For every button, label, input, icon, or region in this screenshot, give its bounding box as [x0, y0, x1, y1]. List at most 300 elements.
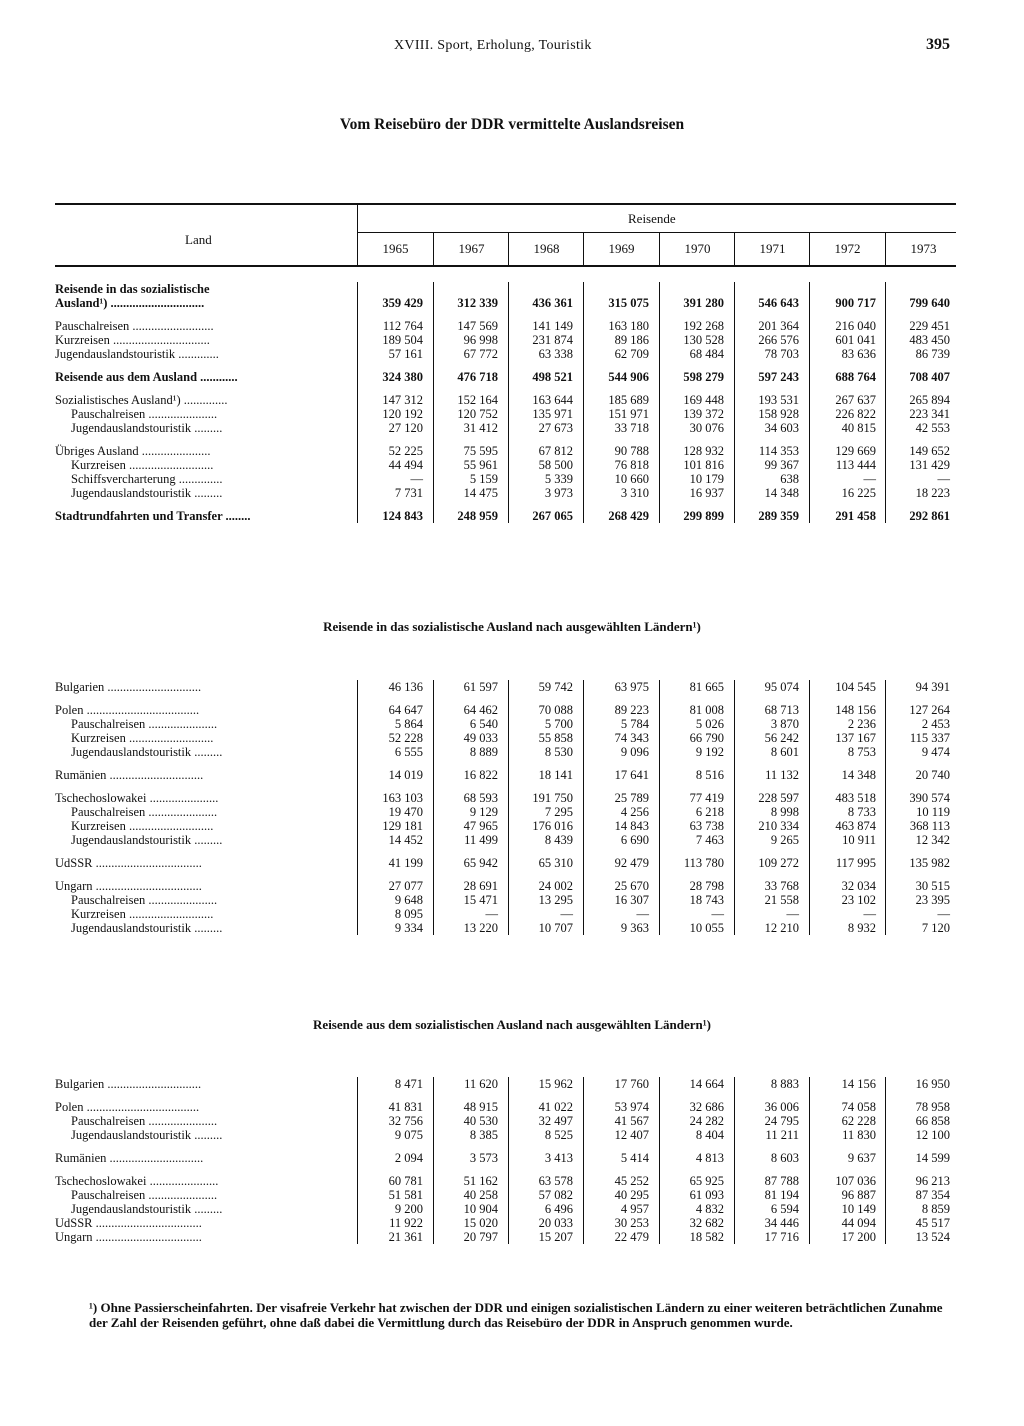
table-row: [55, 921, 956, 935]
table-cell: 32 497: [538, 1114, 573, 1128]
table-cell: 13 220: [463, 921, 498, 935]
column-rule: [357, 282, 358, 523]
table-cell: 96 213: [915, 1174, 950, 1188]
table-cell: 147 569: [457, 319, 498, 333]
row-label: Pauschalreisen ......................: [71, 1188, 218, 1202]
table-cell: 89 186: [614, 333, 649, 347]
table-cell: 3 573: [469, 1151, 498, 1165]
table-cell: 44 094: [841, 1216, 876, 1230]
row-label: Pauschalreisen ......................: [71, 717, 218, 731]
table-cell: 131 429: [909, 458, 950, 472]
table-cell: 44 494: [388, 458, 423, 472]
table-row: [55, 745, 956, 759]
table-cell: 68 713: [764, 703, 799, 717]
table-cell: 8 471: [394, 1077, 423, 1091]
table-cell: —: [863, 472, 876, 486]
row-label: Kurzreisen ...........................: [71, 819, 214, 833]
table-cell: 52 225: [388, 444, 423, 458]
table-cell: 193 531: [758, 393, 799, 407]
row-label: Kurzreisen ...........................: [71, 907, 214, 921]
table-cell: 163 644: [532, 393, 573, 407]
table-cell: 17 641: [614, 768, 649, 782]
table-cell: 9 637: [847, 1151, 876, 1165]
table-cell: 7 120: [921, 921, 950, 935]
row-gap: [55, 782, 956, 791]
table-cell: 8 530: [544, 745, 573, 759]
row-label: Jugendauslandstouristik .........: [71, 921, 223, 935]
row-label: Pauschalreisen ..........................: [55, 319, 214, 333]
table-cell: 169 448: [683, 393, 724, 407]
table-cell: 20 797: [463, 1230, 498, 1244]
table-cell: 291 458: [835, 509, 876, 523]
table-cell: 115 337: [909, 731, 950, 745]
table-cell: 101 816: [683, 458, 724, 472]
header-reisende: Reisende: [628, 211, 676, 226]
table-cell: 36 006: [764, 1100, 799, 1114]
table-cell: 226 822: [835, 407, 876, 421]
table-cell: 7 731: [394, 486, 423, 500]
table-cell: 546 643: [758, 296, 799, 310]
table-cell: 151 971: [608, 407, 649, 421]
row-label: Tschechoslowakei ......................: [55, 791, 219, 805]
table-row: [55, 509, 956, 523]
table-cell: 87 788: [764, 1174, 799, 1188]
table-cell: 11 211: [765, 1128, 799, 1142]
table-cell: 30 253: [614, 1216, 649, 1230]
table-cell: 11 132: [765, 768, 799, 782]
table-cell: 315 075: [608, 296, 649, 310]
table-cell: 17 200: [841, 1230, 876, 1244]
table-cell: 147 312: [382, 393, 423, 407]
row-label: Ungarn ..................................: [55, 1230, 202, 1244]
table-cell: 3 973: [544, 486, 573, 500]
table-cell: —: [863, 907, 876, 921]
row-gap: [55, 870, 956, 879]
table-cell: 8 601: [770, 745, 799, 759]
row-label: Pauschalreisen ......................: [71, 1114, 218, 1128]
table-cell: 41 567: [614, 1114, 649, 1128]
table-cell: 390 574: [909, 791, 950, 805]
table-cell: 41 831: [388, 1100, 423, 1114]
table-cell: 248 959: [457, 509, 498, 523]
table-cell: 10 149: [841, 1202, 876, 1216]
table-cell: 8 439: [544, 833, 573, 847]
table-cell: 9 334: [394, 921, 423, 935]
table-row: [55, 717, 956, 731]
table-cell: 10 707: [538, 921, 573, 935]
table-cell: 20 740: [915, 768, 950, 782]
page-number: 395: [926, 36, 950, 53]
footnote: [55, 1300, 955, 1330]
table-row: [55, 472, 956, 486]
table-cell: 95 074: [764, 680, 799, 694]
table-row: [55, 1151, 956, 1165]
row-gap: [55, 847, 956, 856]
column-rule: [433, 680, 434, 935]
table-row: [55, 893, 956, 907]
table-cell: 60 781: [388, 1174, 423, 1188]
table-cell: 483 450: [909, 333, 950, 347]
year-header: 1972: [834, 241, 861, 256]
table-cell: 40 295: [614, 1188, 649, 1202]
table-cell: 5 864: [394, 717, 423, 731]
table-cell: 13 295: [538, 893, 573, 907]
table-cell: 148 156: [835, 703, 876, 717]
table-cell: 391 280: [683, 296, 724, 310]
table-cell: 14 664: [689, 1077, 724, 1091]
row-gap: [55, 1165, 956, 1174]
table-cell: 8 998: [770, 805, 799, 819]
row-label: UdSSR ..................................: [55, 1216, 202, 1230]
table-cell: 32 756: [388, 1114, 423, 1128]
table-cell: 74 058: [841, 1100, 876, 1114]
table-cell: 135 982: [909, 856, 950, 870]
table-cell: 14 348: [841, 768, 876, 782]
table-cell: 63 738: [689, 819, 724, 833]
table-cell: 78 703: [764, 347, 799, 361]
table-cell: 8 603: [770, 1151, 799, 1165]
table-cell: 23 395: [915, 893, 950, 907]
table-cell: 191 750: [532, 791, 573, 805]
table-cell: 65 925: [689, 1174, 724, 1188]
table-cell: 81 665: [689, 680, 724, 694]
row-label: Pauschalreisen ......................: [71, 893, 218, 907]
row-label: Rumänien ..............................: [55, 768, 204, 782]
year-header: 1965: [382, 241, 409, 256]
table-cell: 498 521: [532, 370, 573, 384]
column-rule: [734, 282, 735, 523]
table-cell: 5 159: [469, 472, 498, 486]
table-cell: —: [786, 907, 799, 921]
row-gap: [55, 384, 956, 393]
table-cell: 10 911: [842, 833, 876, 847]
table-cell: 24 002: [538, 879, 573, 893]
column-rule: [433, 282, 434, 523]
row-gap: [55, 361, 956, 370]
table-cell: 9 192: [695, 745, 724, 759]
table-cell: 59 742: [538, 680, 573, 694]
table-cell: 96 887: [841, 1188, 876, 1202]
table-cell: 11 830: [842, 1128, 876, 1142]
table-cell: 2 094: [394, 1151, 423, 1165]
table-cell: 63 578: [538, 1174, 573, 1188]
table-cell: 45 252: [614, 1174, 649, 1188]
table-cell: 70 088: [538, 703, 573, 717]
table-row: [55, 768, 956, 782]
table-cell: 66 790: [689, 731, 724, 745]
table-cell: 61 597: [463, 680, 498, 694]
table-cell: 15 962: [538, 1077, 573, 1091]
table-cell: 14 019: [388, 768, 423, 782]
table-cell: 135 971: [532, 407, 573, 421]
table-cell: 597 243: [758, 370, 799, 384]
row-label: Pauschalreisen ......................: [71, 805, 218, 819]
table-cell: 64 647: [388, 703, 423, 717]
table-cell: 16 307: [614, 893, 649, 907]
table-cell: 8 883: [770, 1077, 799, 1091]
row-label: Rumänien ..............................: [55, 1151, 204, 1165]
header-bottom-rule: [55, 265, 956, 267]
row-gap: [55, 694, 956, 703]
table-cell: 96 998: [463, 333, 498, 347]
table-cell: 3 310: [620, 486, 649, 500]
table-cell: 9 096: [620, 745, 649, 759]
year-divider: [508, 233, 509, 266]
column-rule: [809, 282, 810, 523]
table-cell: 14 348: [764, 486, 799, 500]
year-divider: [809, 233, 810, 266]
table3-title: Reisende aus dem sozialistischen Ausland nach ausgewählten Ländern¹): [313, 1017, 711, 1032]
table-cell: 9 648: [394, 893, 423, 907]
table-cell: 2 453: [921, 717, 950, 731]
table-cell: 62 228: [841, 1114, 876, 1128]
table-row: [55, 347, 956, 361]
table-cell: 55 961: [463, 458, 498, 472]
table-cell: 129 669: [835, 444, 876, 458]
table-cell: 231 874: [532, 333, 573, 347]
year-divider: [734, 233, 735, 266]
table-cell: 139 372: [683, 407, 724, 421]
table1-title: Vom Reisebüro der DDR vermittelte Auslandsreisen: [339, 116, 685, 133]
year-divider: [659, 233, 660, 266]
table-cell: 7 463: [695, 833, 724, 847]
table-cell: 62 709: [614, 347, 649, 361]
table-cell: 61 093: [689, 1188, 724, 1202]
row-label: Polen ....................................: [55, 1100, 200, 1114]
row-label: Jugendauslandstouristik .........: [71, 1202, 223, 1216]
table-row: [55, 421, 956, 435]
table-cell: 12 210: [764, 921, 799, 935]
table-cell: 90 788: [614, 444, 649, 458]
table-cell: 16 950: [915, 1077, 950, 1091]
table-cell: 5 339: [544, 472, 573, 486]
table-cell: 3 413: [544, 1151, 573, 1165]
table-row: [55, 879, 956, 893]
table-cell: 12 407: [614, 1128, 649, 1142]
table-cell: 463 874: [835, 819, 876, 833]
row-label: Jugendauslandstouristik .........: [71, 421, 223, 435]
table-cell: 6 594: [770, 1202, 799, 1216]
row-label: Tschechoslowakei ......................: [55, 1174, 219, 1188]
table-cell: 49 033: [463, 731, 498, 745]
table-cell: 14 452: [388, 833, 423, 847]
row-label: Kurzreisen ...............................: [55, 333, 210, 347]
table-cell: 31 412: [463, 421, 498, 435]
table-cell: 76 818: [614, 458, 649, 472]
table-row: [55, 1114, 956, 1128]
table-cell: 58 500: [538, 458, 573, 472]
table-row: [55, 319, 956, 333]
table-cell: 15 020: [463, 1216, 498, 1230]
table-row: [55, 486, 956, 500]
table-cell: 8 733: [847, 805, 876, 819]
footnote-text: ¹) Ohne Passierscheinfahrten. Der visafreie Verkehr hat zwischen der DDR und einigen sozialistischen Ländern zu einer weiteren beträchtlichen Zunahme der Zahl der Reisenden geführt, ohne daß dabei die Vermittlung durch das Reisebüro der DDR in Anspruch genommen wurde.: [89, 1300, 943, 1330]
table-cell: —: [937, 907, 950, 921]
table-cell: 210 334: [758, 819, 799, 833]
table-cell: 163 103: [382, 791, 423, 805]
table-cell: 57 161: [388, 347, 423, 361]
table-cell: 18 141: [538, 768, 573, 782]
year-header: 1973: [910, 241, 937, 256]
table-cell: 41 022: [538, 1100, 573, 1114]
table-cell: 9 075: [394, 1128, 423, 1142]
row-label: Bulgarien ..............................: [55, 680, 202, 694]
table-row: [55, 703, 956, 717]
table-cell: 189 504: [382, 333, 423, 347]
row-label: Kurzreisen ...........................: [71, 731, 214, 745]
table-cell: 109 272: [758, 856, 799, 870]
table-cell: 65 310: [538, 856, 573, 870]
year-header: 1970: [684, 241, 711, 256]
table-cell: 266 576: [758, 333, 799, 347]
table-cell: 83 636: [841, 347, 876, 361]
table-cell: 65 942: [463, 856, 498, 870]
table-cell: 192 268: [683, 319, 724, 333]
table-row: [55, 407, 956, 421]
table-cell: 45 517: [915, 1216, 950, 1230]
table-cell: 4 813: [695, 1151, 724, 1165]
column-rule: [734, 1077, 735, 1244]
table-cell: 11 499: [464, 833, 498, 847]
table-cell: 299 899: [683, 509, 724, 523]
table-cell: 114 353: [758, 444, 799, 458]
table-row: [55, 819, 956, 833]
table-cell: 324 380: [382, 370, 423, 384]
table-row: [55, 731, 956, 745]
table-cell: 9 129: [469, 805, 498, 819]
table-cell: 4 832: [695, 1202, 724, 1216]
table-cell: 130 528: [683, 333, 724, 347]
table-cell: 6 555: [394, 745, 423, 759]
table-row: [55, 805, 956, 819]
table-cell: 57 082: [538, 1188, 573, 1202]
table-row: [55, 856, 956, 870]
table-cell: 9 363: [620, 921, 649, 935]
table-cell: 15 471: [463, 893, 498, 907]
table-cell: 163 180: [608, 319, 649, 333]
row-gap: [55, 759, 956, 768]
table1-body: [55, 282, 956, 523]
column-rule: [734, 680, 735, 935]
table-cell: 33 768: [764, 879, 799, 893]
table2-body: [55, 680, 956, 935]
table-cell: 52 228: [388, 731, 423, 745]
table-cell: 201 364: [758, 319, 799, 333]
row-label: Jugendauslandstouristik .............: [55, 347, 219, 361]
row-label: UdSSR ..................................: [55, 856, 202, 870]
table-cell: 8 525: [544, 1128, 573, 1142]
table-cell: 78 958: [915, 1100, 950, 1114]
table-cell: 268 429: [608, 509, 649, 523]
table-cell: 56 242: [764, 731, 799, 745]
table-row: [55, 370, 956, 384]
table-cell: 32 682: [689, 1216, 724, 1230]
table-cell: 25 670: [614, 879, 649, 893]
table-cell: 7 295: [544, 805, 573, 819]
table-cell: 11 620: [464, 1077, 498, 1091]
table-cell: 120 192: [382, 407, 423, 421]
table-cell: 5 414: [620, 1151, 649, 1165]
table-cell: 9 474: [921, 745, 950, 759]
table-cell: 5 784: [620, 717, 649, 731]
table-cell: 92 479: [614, 856, 649, 870]
table-cell: 601 041: [835, 333, 876, 347]
table-cell: 68 484: [689, 347, 724, 361]
column-rule: [659, 1077, 660, 1244]
table-cell: 10 660: [614, 472, 649, 486]
row-label: Jugendauslandstouristik .........: [71, 1128, 223, 1142]
table-cell: 17 716: [764, 1230, 799, 1244]
row-label: Bulgarien ..............................: [55, 1077, 202, 1091]
header-subrule: [358, 232, 956, 233]
table-cell: 28 691: [463, 879, 498, 893]
table-cell: 46 136: [388, 680, 423, 694]
table-cell: 12 100: [915, 1128, 950, 1142]
table-cell: 158 928: [758, 407, 799, 421]
column-rule: [885, 1077, 886, 1244]
table-cell: 63 975: [614, 680, 649, 694]
table-row: [55, 444, 956, 458]
table-cell: 6 690: [620, 833, 649, 847]
year-divider: [885, 233, 886, 266]
table-cell: 14 475: [463, 486, 498, 500]
table-cell: 292 861: [909, 509, 950, 523]
table-cell: 544 906: [608, 370, 649, 384]
column-rule: [659, 282, 660, 523]
table-cell: 8 889: [469, 745, 498, 759]
table3-body: [55, 1077, 956, 1244]
row-label: Übriges Ausland ......................: [55, 444, 211, 458]
table-cell: 185 689: [608, 393, 649, 407]
table-cell: 22 479: [614, 1230, 649, 1244]
table-cell: 6 218: [695, 805, 724, 819]
table-cell: 40 258: [463, 1188, 498, 1202]
row-label: Reisende in das sozialistische: [55, 282, 210, 296]
table-row: [55, 1202, 956, 1216]
header-divider: [357, 205, 358, 267]
table-cell: 47 965: [463, 819, 498, 833]
table-row: [55, 1128, 956, 1142]
column-rule: [583, 1077, 584, 1244]
table-cell: 75 595: [463, 444, 498, 458]
table-cell: 17 760: [614, 1077, 649, 1091]
row-label: Sozialistisches Ausland¹) ..............: [55, 393, 228, 407]
table-cell: 6 496: [544, 1202, 573, 1216]
row-gap: [55, 1142, 956, 1151]
table-cell: 137 167: [835, 731, 876, 745]
year-header: 1971: [759, 241, 786, 256]
table-cell: 27 120: [388, 421, 423, 435]
row-label: Jugendauslandstouristik .........: [71, 745, 223, 759]
table-cell: 24 282: [689, 1114, 724, 1128]
table-row: [55, 1216, 956, 1230]
table-cell: 21 361: [388, 1230, 423, 1244]
table-cell: —: [937, 472, 950, 486]
table-cell: 598 279: [683, 370, 724, 384]
table-cell: 32 034: [841, 879, 876, 893]
table-cell: 638: [780, 472, 799, 486]
table-header: [55, 205, 956, 267]
column-rule: [809, 1077, 810, 1244]
table-row: [55, 282, 956, 296]
table-cell: 32 686: [689, 1100, 724, 1114]
table-row: [55, 833, 956, 847]
table-cell: 67 772: [463, 347, 498, 361]
table-cell: 10 179: [689, 472, 724, 486]
table-cell: 688 764: [835, 370, 876, 384]
table-cell: 900 717: [835, 296, 876, 310]
table-cell: 104 545: [835, 680, 876, 694]
